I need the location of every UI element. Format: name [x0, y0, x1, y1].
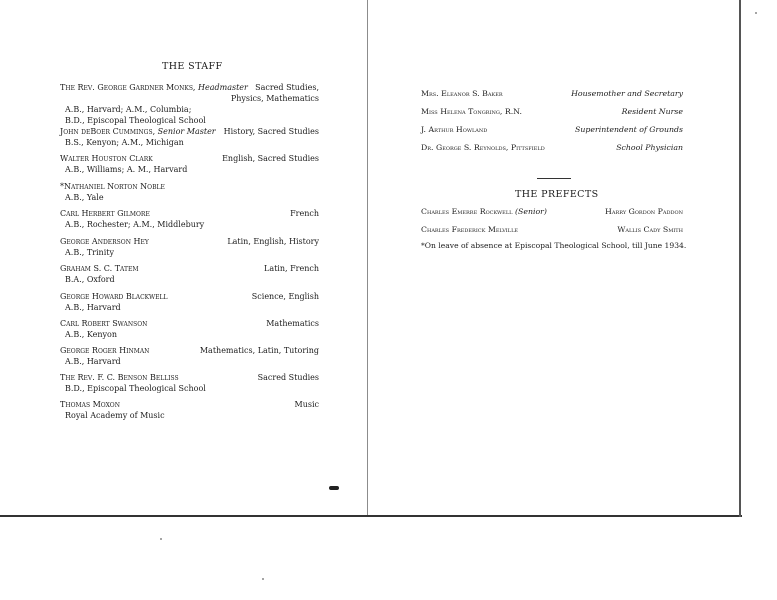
- staff-entry: [60, 236, 319, 258]
- staff-entry: [60, 291, 319, 313]
- staff-subjects: Mathematics, Latin, Tutoring: [199, 346, 319, 355]
- officer-role: Superintendent of Grounds: [575, 125, 683, 134]
- staff-entry: [60, 126, 319, 148]
- staff-heading: THE STAFF: [162, 61, 223, 72]
- right-page: [368, 0, 740, 520]
- staff-degrees: A.B., Rochester; A.M., Middlebury: [65, 220, 205, 229]
- staff-degrees: Royal Academy of Music: [65, 411, 165, 420]
- officer-row: [421, 142, 683, 153]
- staff-degrees: B.S., Kenyon; A.M., Michigan: [65, 138, 184, 147]
- staff-entry: [60, 208, 319, 230]
- staff-entry-headmaster: [60, 82, 319, 126]
- officer-row: [421, 88, 683, 99]
- officer-name: J. Arthur Howland: [421, 125, 488, 134]
- staff-entry: [60, 263, 319, 285]
- staff-degrees: A.B., Harvard; A.M., Columbia;: [65, 105, 192, 114]
- staff-degrees: A.B., Harvard: [65, 303, 121, 312]
- officer-role: Housemother and Secretary: [571, 89, 683, 98]
- prefect-row: [421, 207, 683, 216]
- staff-name: Graham S. C. Tatem: [60, 264, 139, 273]
- staff-name: The Rev. F. C. Benson Belliss: [60, 373, 179, 382]
- staple-mark: [329, 486, 339, 490]
- staff-subjects: English, Sacred Studies: [222, 154, 319, 163]
- prefect-name: Wallis Cady Smith: [617, 225, 683, 234]
- officer-name: Mrs. Eleanor S. Baker: [421, 89, 503, 98]
- officer-row: [421, 106, 683, 117]
- scan-speck: [262, 578, 264, 580]
- footnote: *On leave of absence at Episcopal Theological School, till June 1934.: [421, 241, 687, 250]
- staff-degrees: A.B., Williams; A. M., Harvard: [65, 165, 188, 174]
- staff-degrees: B.A., Oxford: [65, 275, 115, 284]
- page-bottom-edge: [0, 515, 742, 517]
- staff-subjects: Music: [294, 400, 319, 409]
- staff-subjects: Sacred Studies,: [255, 83, 319, 92]
- page-fold: [367, 0, 368, 517]
- staff-entry: [60, 399, 319, 421]
- staff-name: The Rev. George Gardner Monks, Headmaster: [60, 83, 248, 92]
- staff-name: George Roger Hinman: [60, 346, 150, 355]
- staff-degrees: A.B., Trinity: [65, 248, 114, 257]
- staff-name: *Nathaniel Norton Noble: [60, 182, 165, 191]
- prefect-name: Harry Gordon Paddon: [605, 207, 683, 216]
- prefect-row: [421, 225, 683, 234]
- prefect-name: Charles Frederick Melville: [421, 225, 519, 234]
- left-page: [0, 0, 368, 520]
- section-rule: [537, 178, 571, 179]
- page-right-edge: [739, 0, 741, 517]
- staff-subjects: Science, English: [251, 292, 319, 301]
- staff-name: Carl Herbert Gilmore: [60, 209, 150, 218]
- staff-degrees: A.B., Yale: [65, 193, 104, 202]
- staff-degrees: A.B., Kenyon: [65, 330, 117, 339]
- prefect-name: Charles Emerre Rockwell (Senior): [421, 207, 547, 216]
- staff-degrees: B.D., Episcopal Theological School: [65, 116, 206, 125]
- staff-subjects: Latin, French: [264, 264, 319, 273]
- staff-name: Walter Houston Clark: [60, 154, 153, 163]
- staff-name: George Anderson Hey: [60, 237, 149, 246]
- officer-name: Miss Helena Tongring, R.N.: [421, 107, 522, 116]
- staff-name: George Howard Blackwell: [60, 292, 168, 301]
- staff-name: John deBoer Cummings, Senior Master: [60, 127, 216, 136]
- staff-subjects-continued: Physics, Mathematics: [230, 94, 319, 103]
- staff-entry: [60, 345, 319, 367]
- staff-degrees: A.B., Harvard: [65, 357, 121, 366]
- staff-name: Carl Robert Swanson: [60, 319, 148, 328]
- staff-entry: [60, 153, 319, 175]
- staff-subjects: Sacred Studies: [257, 373, 319, 382]
- scan-speck: [160, 538, 162, 540]
- officer-role: School Physician: [616, 143, 683, 152]
- officer-name: Dr. George S. Reynolds, Pittsfield: [421, 143, 545, 152]
- scan-speck: [755, 12, 757, 14]
- staff-subjects: Mathematics: [266, 319, 319, 328]
- staff-name: Thomas Moxon: [60, 400, 120, 409]
- prefects-heading: THE PREFECTS: [515, 189, 599, 200]
- officer-row: [421, 124, 683, 135]
- staff-subjects: French: [290, 209, 319, 218]
- staff-entry: [60, 372, 319, 394]
- staff-subjects: Latin, English, History: [227, 237, 319, 246]
- staff-entry: [60, 318, 319, 340]
- staff-entry: [60, 181, 319, 203]
- officer-role: Resident Nurse: [621, 107, 683, 116]
- staff-subjects: History, Sacred Studies: [223, 127, 319, 136]
- staff-degrees: B.D., Episcopal Theological School: [65, 384, 206, 393]
